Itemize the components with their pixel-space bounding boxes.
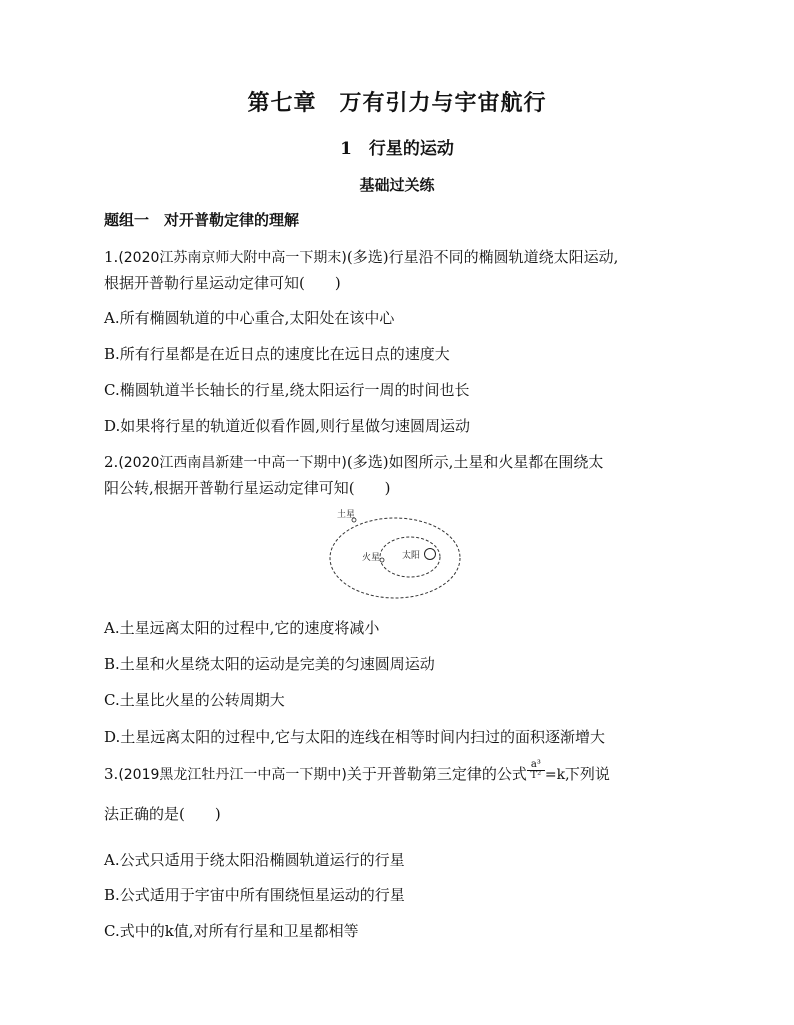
q3-stem-line2: 法正确的是( ) bbox=[104, 805, 221, 823]
q3-source: (2019黑龙江牡丹江一中高一下期中) bbox=[118, 767, 347, 783]
q2-option-d: D.土星远离太阳的过程中,它与太阳的连线在相等时间内扫过的面积逐渐增大 bbox=[104, 728, 606, 746]
q2-stem-line1 bbox=[104, 451, 603, 472]
question-group-title: 题组一 对开普勒定律的理解 bbox=[104, 211, 300, 229]
kepler-third-law-formula bbox=[527, 759, 570, 790]
saturn-orbit bbox=[330, 518, 460, 598]
q3-stem-text1b: 下列说 bbox=[564, 765, 610, 783]
chapter-title: 第七章 万有引力与宇宙航行 bbox=[247, 90, 547, 116]
section-title: 1 行星的运动 bbox=[340, 139, 454, 159]
q3-option-a: A.公式只适用于绕太阳沿椭圆轨道运行的行星 bbox=[104, 851, 405, 869]
mars-label: 火星 bbox=[362, 553, 381, 563]
q3-option-b: B.公式适用于宇宙中所有围绕恒星运动的行星 bbox=[104, 886, 405, 904]
q2-option-b: B.土星和火星绕太阳的运动是完美的匀速圆周运动 bbox=[104, 655, 435, 673]
q1-option-d: D.如果将行星的轨道近似看作圆,则行星做匀速圆周运动 bbox=[104, 417, 471, 435]
q1-stem-line1 bbox=[104, 246, 618, 267]
q3-option-c: C.式中的k值,对所有行星和卫星都相等 bbox=[104, 922, 359, 940]
q2-option-c: C.土星比火星的公转周期大 bbox=[104, 691, 285, 709]
q1-option-b: B.所有行星都是在近日点的速度比在远日点的速度大 bbox=[104, 345, 450, 363]
q3-stem-text1: 关于开普勒第三定律的公式 bbox=[346, 765, 527, 783]
orbit-diagram bbox=[325, 503, 465, 603]
q3-number: 3. bbox=[104, 765, 119, 783]
sun-label: 太阳 bbox=[402, 551, 421, 561]
subsection-title: 基础过关练 bbox=[359, 176, 435, 194]
q2-number: 2. bbox=[104, 453, 119, 471]
q1-option-c: C.椭圆轨道半长轴长的行星,绕太阳运行一周的时间也长 bbox=[104, 381, 470, 399]
q1-source: (2020江苏南京师大附中高一下期末) bbox=[118, 250, 347, 266]
q2-stem-text1: (多选)如图所示,土星和火星都在围绕太 bbox=[346, 453, 604, 471]
q3-stem-line1 bbox=[104, 760, 610, 790]
q2-source: (2020江西南昌新建一中高一下期中) bbox=[118, 455, 347, 471]
q1-stem-line2: 根据开普勒行星运动定律可知( ) bbox=[104, 274, 341, 292]
q1-number: 1. bbox=[104, 248, 119, 266]
formula-rhs: =k, bbox=[544, 767, 570, 783]
sun-icon bbox=[425, 549, 436, 560]
q2-stem-line2: 阳公转,根据开普勒行星运动定律可知( ) bbox=[104, 479, 391, 497]
q2-option-a: A.土星远离太阳的过程中,它的速度将减小 bbox=[104, 619, 380, 637]
saturn-label: 土星 bbox=[337, 510, 356, 520]
mars-icon bbox=[380, 558, 384, 562]
formula-numerator: a³ bbox=[527, 760, 545, 771]
q1-stem-text1: (多选)行星沿不同的椭圆轨道绕太阳运动, bbox=[346, 248, 619, 266]
formula-denominator: T² bbox=[530, 770, 542, 781]
q1-option-a: A.所有椭圆轨道的中心重合,太阳处在该中心 bbox=[104, 309, 395, 327]
